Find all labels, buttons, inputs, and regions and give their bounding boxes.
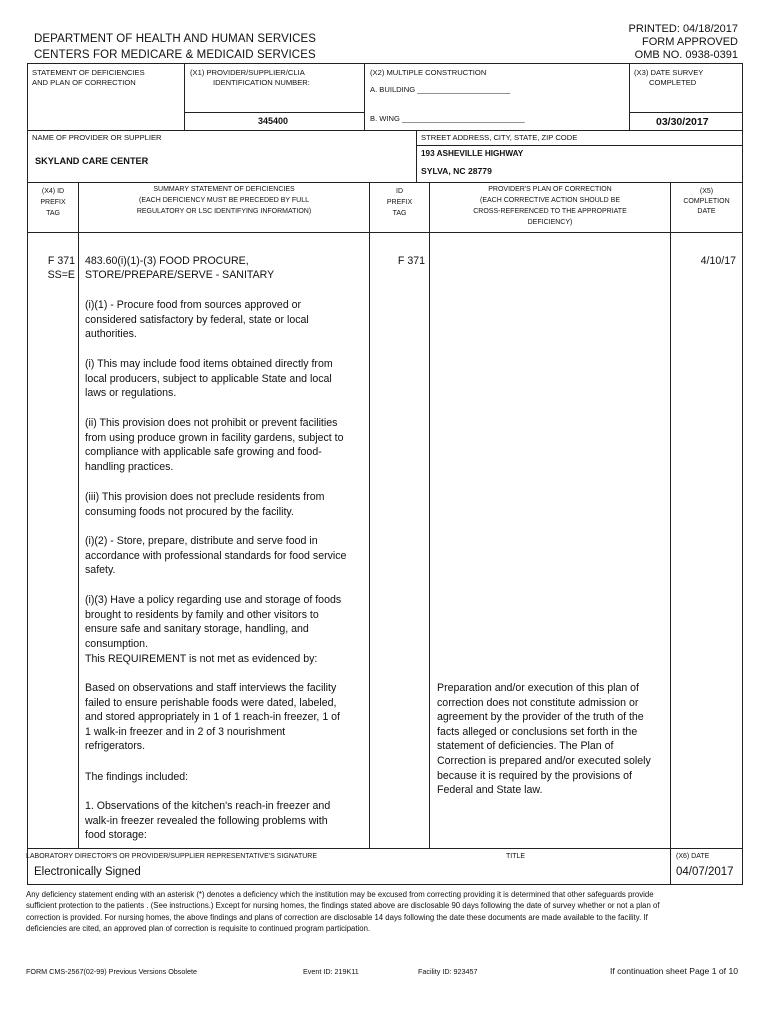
title-label: TITLE (506, 853, 526, 860)
printed-date: PRINTED: 04/18/2017 (628, 23, 738, 35)
omb-number: OMB NO. 0938-0391 (634, 49, 738, 61)
findings-label: The findings included: (85, 771, 189, 783)
facility-id: Facility ID: 923457 (418, 967, 478, 976)
summary-paragraph: (iii) This provision does not preclude residents from consuming foods not procured by the facility. (85, 491, 325, 518)
signature-label: LABORATORY DIRECTOR'S OR PROVIDER/SUPPLIER REPRESENTATIVE'S SIGNATURE (26, 853, 318, 860)
observation-paragraph: Based on observations and staff interviews the facility failed to ensure perishable foods were dated, labeled, and stored appropriately in 1 of 1 reach-in freezer, 1 of 1 walk-in freezer and in 2 of 3 nourishment refrigerators. (85, 682, 340, 753)
form-number: FORM CMS-2567(02-99) Previous Versions Obsolete (26, 967, 197, 976)
plan-header-3: CROSS-REFERENCED TO THE APPROPRIATE (473, 208, 627, 215)
prefix-tag: F 371 (47, 255, 75, 267)
summary-header-2: (EACH DEFICIENCY MUST BE PRECEDED BY FULL (139, 197, 309, 204)
summary-paragraph: (ii) This provision does not prohibit or prevent facilities from using produce grown in facility gardens, subject to compliance with applicable safe growing and food-handling practices. (85, 417, 344, 473)
x5-header-3: DATE (697, 208, 716, 215)
summary-paragraph: (i)(3) Have a policy regarding use and storage of foods brought to residents by family and other visitors to ensure safe and sanitary storage, handling, and consumption. (85, 594, 342, 650)
signature-value: Electronically Signed (34, 866, 141, 878)
statement-label-2: AND PLAN OF CORRECTION (32, 78, 136, 87)
x2-label: (X2) MULTIPLE CONSTRUCTION (370, 68, 487, 77)
id-prefix-tag: F 371 (397, 255, 425, 267)
x4-header-3: TAG (46, 210, 60, 217)
address-line-2: SYLVA, NC 28779 (421, 166, 492, 176)
form-approved: FORM APPROVED (642, 36, 738, 48)
id-header-1: ID (396, 188, 403, 195)
plan-header-4: DEFICIENCY) (527, 219, 573, 226)
deficiency-title-1: 483.60(i)(1)-(3) FOOD PROCURE, (85, 255, 249, 267)
building-field[interactable]: A. BUILDING ______________________ (370, 85, 511, 94)
address-label: STREET ADDRESS, CITY, STATE, ZIP CODE (421, 133, 578, 142)
requirement-statement: This REQUIREMENT is not met as evidenced by: (85, 653, 318, 665)
summary-header-1: SUMMARY STATEMENT OF DEFICIENCIES (153, 186, 295, 193)
finding-1: 1. Observations of the kitchen's reach-in freezer and walk-in freezer revealed the following problems with food storage: (85, 800, 331, 842)
disclaimer-text: Any deficiency statement ending with an asterisk (*) denotes a deficiency which the institution may be excused from correcting providing it is determined that other safeguards provide sufficient protection to the patients . (See instructions.) Except for nursing homes, the findings stated above are disclosable 90 days following the date of survey whether or not a plan of correction is provided. For nursing homes, the above findings and plans of correction are disclosable 14 days following the date these documents are made available to the facility. If deficiencies are cited, an approved plan of correction is requisite to continued program participation. (26, 890, 660, 934)
x1-label: (X1) PROVIDER/SUPPLIER/CLIA (190, 68, 305, 77)
address-line-1: 193 ASHEVILLE HIGHWAY (421, 149, 524, 158)
provider-name-label: NAME OF PROVIDER OR SUPPLIER (32, 133, 162, 142)
completion-date: 4/10/17 (700, 255, 736, 267)
x3-label-2: COMPLETED (649, 78, 697, 87)
provider-id-number: 345400 (258, 116, 289, 126)
provider-name: SKYLAND CARE CENTER (35, 156, 149, 166)
x1-label-2: IDENTIFICATION NUMBER: (213, 78, 310, 87)
department-line-2: CENTERS FOR MEDICARE & MEDICAID SERVICES (34, 49, 316, 61)
x4-header-2: PREFIX (40, 199, 66, 206)
plan-header-2: (EACH CORRECTIVE ACTION SHOULD BE (479, 197, 621, 204)
page-indicator: If continuation sheet Page 1 of 10 (609, 966, 738, 976)
scope-severity: SS=E (47, 269, 75, 281)
x4-header-1: (X4) ID (41, 188, 65, 195)
event-id: Event ID: 219K11 (303, 967, 359, 976)
signature-date: 04/07/2017 (676, 866, 734, 878)
x6-date-label: (X6) DATE (676, 853, 710, 860)
survey-completed-date: 03/30/2017 (656, 116, 709, 128)
x3-label: (X3) DATE SURVEY (634, 68, 704, 77)
wing-field[interactable]: B. WING _____________________________ (370, 114, 525, 123)
summary-header-3: REGULATORY OR LSC IDENTIFYING INFORMATION) (136, 208, 312, 215)
summary-paragraph: (i)(1) - Procure food from sources approved or considered satisfactory by federal, state or local authorities. (85, 299, 309, 341)
id-header-3: TAG (392, 210, 407, 217)
deficiency-title-2: STORE/PREPARE/SERVE - SANITARY (85, 269, 275, 281)
plan-of-correction-text: Preparation and/or execution of this plan of correction does not constitute admission or agreement by the provider of the truth of the facts alleged or conclusions set forth in the statement of deficiencies. The Plan of Correction is prepared and/or executed solely because it is required by the provisions of Federal and State law. (437, 682, 651, 797)
id-header-2: PREFIX (386, 199, 413, 206)
x5-header-2: COMPLETION (683, 198, 730, 205)
summary-paragraph: (i) This may include food items obtained directly from local producers, subject to applicable State and local laws or regulations. (85, 358, 333, 400)
summary-paragraph: (i)(2) - Store, prepare, distribute and serve food in accordance with professional standards for food service safety. (85, 535, 347, 577)
department-line-1: DEPARTMENT OF HEALTH AND HUMAN SERVICES (34, 33, 317, 45)
plan-header-1: PROVIDER'S PLAN OF CORRECTION (488, 186, 612, 193)
statement-label-1: STATEMENT OF DEFICIENCIES (32, 68, 145, 77)
x5-header-1: (X5) (699, 188, 714, 195)
